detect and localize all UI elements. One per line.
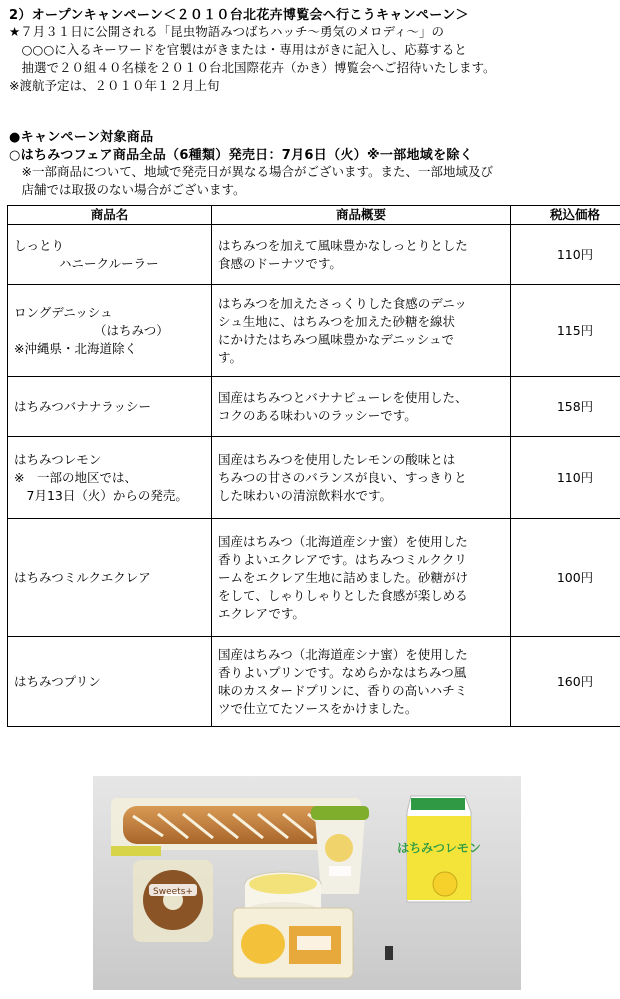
product-name xyxy=(8,285,212,377)
desc-line: コクのある味わいのラッシーです。 xyxy=(218,407,417,423)
product-price: 110円 xyxy=(511,437,620,519)
desc-line: ちみつの甘さのバランスが良い、すっきりと xyxy=(218,469,467,485)
product-desc xyxy=(212,519,511,637)
desc-line: す。 xyxy=(218,349,243,365)
table-row xyxy=(8,519,620,637)
name-line: ※沖縄県・北海道除く xyxy=(14,340,137,356)
desc-line: 食感のドーナツです。 xyxy=(218,255,342,271)
product-name xyxy=(8,437,212,519)
campaign-line-3: 抽選で２０組４０名様を２０１０台北国際花卉（かき）博覧会へご招待いたします。 xyxy=(9,60,496,75)
desc-line: 国産はちみつ（北海道産シナ蜜）を使用した xyxy=(218,533,468,549)
product-desc xyxy=(212,285,511,377)
desc-line: 国産はちみつとバナナピューレを使用した、 xyxy=(218,389,468,405)
name-line: はちみつバナナラッシー xyxy=(14,398,152,414)
product-desc xyxy=(212,637,511,727)
table-row xyxy=(8,637,620,727)
name-line: ロングデニッシュ xyxy=(14,304,113,320)
desc-line: シュ生地に、はちみつを加えた砂糖を線状 xyxy=(218,313,456,329)
table-row xyxy=(8,225,620,285)
header-desc: 商品概要 xyxy=(212,206,511,225)
product-desc xyxy=(212,437,511,519)
name-line: （はちみつ） xyxy=(94,322,169,338)
donut-pack xyxy=(133,860,213,942)
header-price: 税込価格 xyxy=(511,206,620,225)
name-line: はちみつミルクエクレア xyxy=(14,569,151,585)
product-name xyxy=(8,225,212,285)
name-line: しっとり xyxy=(14,237,65,253)
desc-line: 香りよいエクレアです。はちみつミルククリ xyxy=(218,551,467,567)
name-line: ハニークルーラー xyxy=(59,255,159,271)
table-row xyxy=(8,437,620,519)
product-table xyxy=(7,205,620,727)
product-name xyxy=(8,377,212,437)
desc-line: 香りよいプリンです。なめらかなはちみつ風 xyxy=(218,664,467,680)
product-price: 158円 xyxy=(511,377,620,437)
desc-line: をして、しゃりしゃりとした食感が楽しめる xyxy=(218,587,468,603)
products-note-2: 店舗では取扱のない場合がございます。 xyxy=(9,182,246,197)
desc-line: ームをエクレア生地に詰めました。砂糖がけ xyxy=(218,569,469,585)
table-header-row xyxy=(8,206,620,225)
table-row xyxy=(8,285,620,377)
campaign-heading: 2）オープンキャンペーン＜２０１０台北花卉博覧会へ行こうキャンペーン＞ xyxy=(9,8,469,23)
product-price: 160円 xyxy=(511,637,620,727)
desc-line: 国産はちみつ（北海道産シナ蜜）を使用した xyxy=(218,646,468,662)
desc-line: 国産はちみつを使用したレモンの酸味とは xyxy=(218,451,456,467)
carton-label: はちみつレモン xyxy=(397,841,481,855)
desc-line: 味のカスタードプリンに、香りの高いハチミ xyxy=(218,682,468,698)
desc-line: はちみつを加えて風味豊かなしっとりとした xyxy=(218,237,468,253)
product-price: 110円 xyxy=(511,225,620,285)
name-line: はちみつレモン xyxy=(14,451,102,467)
header-name: 商品名 xyxy=(8,206,212,225)
product-name xyxy=(8,519,212,637)
desc-line: にかけたはちみつ風味豊かなデニッシュで xyxy=(218,331,455,347)
campaign-line-2: ○○○に入るキーワードを官製はがきまたは・専用はがきに記入し、応募すると xyxy=(9,42,467,57)
desc-line: はちみつを加えたさっくりした食感のデニッ xyxy=(218,295,467,311)
name-line: はちみつプリン xyxy=(14,673,101,689)
product-photo-illustration xyxy=(93,776,521,990)
desc-line: ツで仕立てたソースをかけました。 xyxy=(218,700,418,716)
donut-label: Sweets+ xyxy=(153,887,193,897)
table-row xyxy=(8,377,620,437)
products-heading: ●キャンペーン対象商品 xyxy=(9,130,154,145)
product-price: 100円 xyxy=(511,519,620,637)
name-line: 7月13日（火）からの発売。 xyxy=(14,487,188,503)
campaign-line-1: ★７月３１日に公開される「昆虫物語みつばちハッチ～勇気のメロディ～」の xyxy=(9,24,444,39)
desc-line: した味わいの清涼飲料水です。 xyxy=(218,487,393,503)
product-desc xyxy=(212,377,511,437)
campaign-note: ※渡航予定は、２０１０年１２月上旬 xyxy=(9,78,220,93)
desc-line: エクレアです。 xyxy=(218,605,305,621)
eclair-pack xyxy=(233,908,353,978)
lemon-carton xyxy=(397,796,481,902)
product-desc xyxy=(212,225,511,285)
name-line: ※ 一部の地区では、 xyxy=(14,469,137,485)
product-price: 115円 xyxy=(511,285,620,377)
product-photo xyxy=(93,776,521,990)
products-subheading: ○はちみつフェア商品全品（6種類）発売日：7月6日（火）※一部地域を除く xyxy=(9,148,474,163)
products-note-1: ※一部商品について、地域で発売日が異なる場合がございます。また、一部地域及び xyxy=(9,164,493,179)
product-name xyxy=(8,637,212,727)
